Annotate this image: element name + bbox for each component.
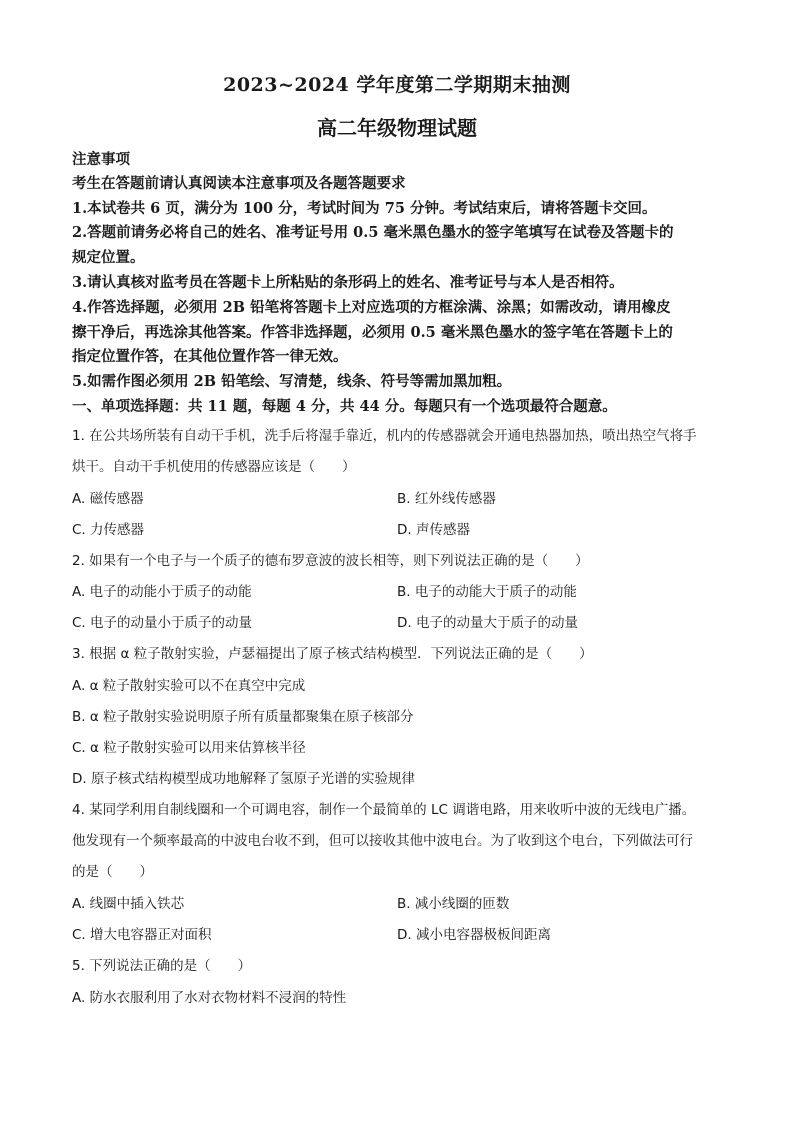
exam-title: 2023~2024 学年度第二学期期末抽测 [223,74,571,96]
notice-item-2-line2: 规定位置。 [72,249,145,266]
q4-option-c: C. 增大电容器正对面积 [72,927,212,943]
q1-stem-line1: 1. 在公共场所装有自动干手机，洗手后将湿手靠近，机内的传感器就会开通电热器加热，喷出热空气将手 [72,428,697,444]
q1-option-c: C. 力传感器 [72,522,145,538]
notice-item-3: 3.请认真核对监考员在答题卡上所粘贴的条形码上的姓名、准考证号与本人是否相符。 [72,274,624,291]
notice-item-4-line1: 4.作答选择题，必须用 2B 铅笔将答题卡上对应选项的方框涂满、涂黑；如需改动，请用橡皮 [72,299,671,316]
notice-heading: 注意事项 [72,151,130,168]
q2-option-b: B. 电子的动能大于质子的动能 [397,584,577,600]
q2-option-d: D. 电子的动量大于质子的动量 [397,615,578,631]
q5-stem: 5. 下列说法正确的是（ ） [72,958,252,974]
notice-item-4-line2: 擦干净后，再选涂其他答案。作答非选择题，必须用 0.5 毫米黑色墨水的签字笔在答题卡上的 [72,324,673,341]
notice-item-5: 5.如需作图必须用 2B 铅笔绘、写清楚，线条、符号等需加黑加粗。 [72,373,512,390]
q3-stem: 3. 根据 α 粒子散射实验，卢瑟福提出了原子核式结构模型．下列说法正确的是（ ） [72,646,593,662]
q3-option-a: A. α 粒子散射实验可以不在真空中完成 [72,678,306,694]
q4-stem-line2: 他发现有一个频率最高的中波电台收不到，但可以接收其他中波电台。为了收到这个电台，下列做法可行 [72,833,693,849]
q3-option-d: D. 原子核式结构模型成功地解释了氢原子光谱的实验规律 [72,771,415,787]
q4-stem-line1: 4. 某同学利用自制线圈和一个可调电容，制作一个最简单的 LC 调谐电路，用来收听中波的无线电广播。 [72,802,696,818]
q4-option-b: B. 减小线圈的匝数 [397,896,510,912]
q1-stem-line2: 烘干。自动干手机使用的传感器应该是（ ） [72,459,356,475]
q4-option-a: A. 线圈中插入铁芯 [72,896,185,912]
q4-stem-line3: 的是（ ） [72,864,153,880]
notice-item-1: 1.本试卷共 6 页，满分为 100 分，考试时间为 75 分钟。考试结束后，请将答题卡交回。 [72,200,657,217]
notice-item-4-line3: 指定位置作答，在其他位置作答一律无效。 [72,348,348,365]
section-heading: 一、单项选择题：共 11 题，每题 4 分，共 44 分。每题只有一个选项最符合题意。 [72,398,617,415]
notice-item-2-line1: 2.答题前请务必将自己的姓名、准考证号用 0.5 毫米黑色墨水的签字笔填写在试卷及答题卡的 [72,224,674,241]
q1-option-d: D. 声传感器 [397,522,470,538]
exam-subtitle: 高二年级物理试题 [317,116,477,140]
q3-option-b: B. α 粒子散射实验说明原子所有质量都聚集在原子核部分 [72,709,414,725]
q1-option-a: A. 磁传感器 [72,491,144,507]
q2-stem: 2. 如果有一个电子与一个质子的德布罗意波的波长相等，则下列说法正确的是（ ） [72,553,589,569]
q2-option-c: C. 电子的动量小于质子的动量 [72,615,253,631]
q1-option-b: B. 红外线传感器 [397,491,496,507]
q5-option-a: A. 防水衣服利用了水对衣物材料不浸润的特性 [72,990,347,1006]
q4-option-d: D. 减小电容器极板间距离 [397,927,551,943]
notice-intro: 考生在答题前请认真阅读本注意事项及各题答题要求 [72,175,406,192]
q2-option-a: A. 电子的动能小于质子的动能 [72,584,252,600]
q3-option-c: C. α 粒子散射实验可以用来估算核半径 [72,740,306,756]
